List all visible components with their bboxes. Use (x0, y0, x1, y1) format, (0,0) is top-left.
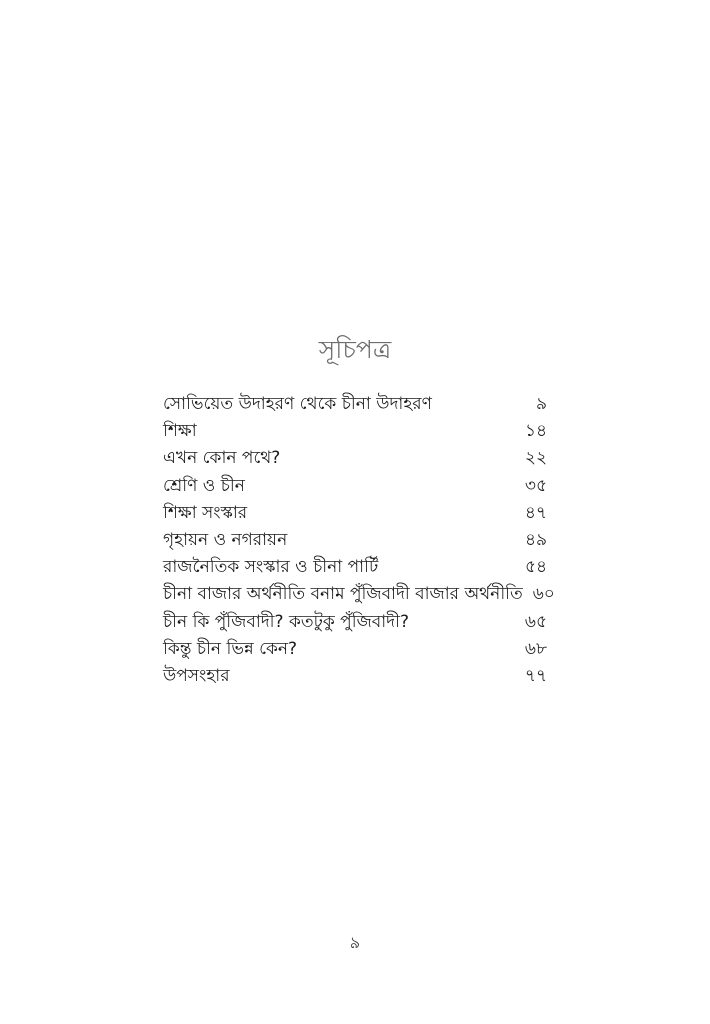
toc-entry-page: ২২ (524, 448, 547, 469)
toc-entry-page: ৪৯ (524, 529, 547, 550)
toc-entry-page: ৭৭ (524, 665, 547, 686)
toc-entry-page: ৬৫ (524, 611, 547, 632)
toc-entry (163, 636, 547, 663)
toc-entry (163, 445, 547, 472)
toc-list (163, 391, 555, 690)
toc-entry-page: ৩৫ (524, 475, 547, 496)
toc-entry-title: সোভিয়েত উদাহরণ থেকে চীনা উদাহরণ (163, 394, 432, 414)
toc-entry-title: চীনা বাজার অর্থনীতি বনাম পুঁজিবাদী বাজার অর্থনীতি (163, 584, 523, 605)
toc-entry (163, 527, 547, 554)
toc-entry (163, 554, 547, 581)
toc-entry (163, 609, 547, 636)
toc-entry (163, 581, 555, 608)
toc-entry-page: ৫৪ (524, 557, 547, 578)
toc-entry-title: এখন কোন পথে? (163, 448, 281, 469)
toc-entry-title: উপসংহার (163, 665, 230, 686)
page-number: ৯ (349, 933, 361, 952)
toc-entry (163, 473, 547, 500)
toc-entry-page: ৯ (535, 394, 547, 414)
toc-entry-title: গৃহায়ন ও নগরায়ন (163, 529, 288, 550)
toc-entry-page: ৬৮ (524, 638, 547, 659)
toc-entry-title: শিক্ষা (163, 421, 197, 442)
toc-entry (163, 391, 547, 418)
toc-entry-page: ৬০ (532, 584, 555, 605)
toc-entry-title: কিন্তু চীন ভিন্ন কেন? (163, 638, 298, 659)
toc-entry (163, 418, 547, 445)
toc-entry-title: শিক্ষা সংস্কার (163, 502, 248, 523)
toc-entry-title: শ্রেণি ও চীন (163, 475, 245, 496)
toc-entry-title: চীন কি পুঁজিবাদী? কতটুকু পুঁজিবাদী? (163, 611, 410, 632)
toc-entry (163, 500, 547, 527)
toc-entry-page: ১৪ (524, 421, 547, 442)
toc-entry-title: রাজনৈতিক সংস্কার ও চীনা পার্টি (163, 557, 379, 578)
toc-entry (163, 663, 547, 690)
toc-title: সূচিপত্র (318, 335, 392, 364)
toc-entry-page: ৪৭ (524, 502, 547, 523)
